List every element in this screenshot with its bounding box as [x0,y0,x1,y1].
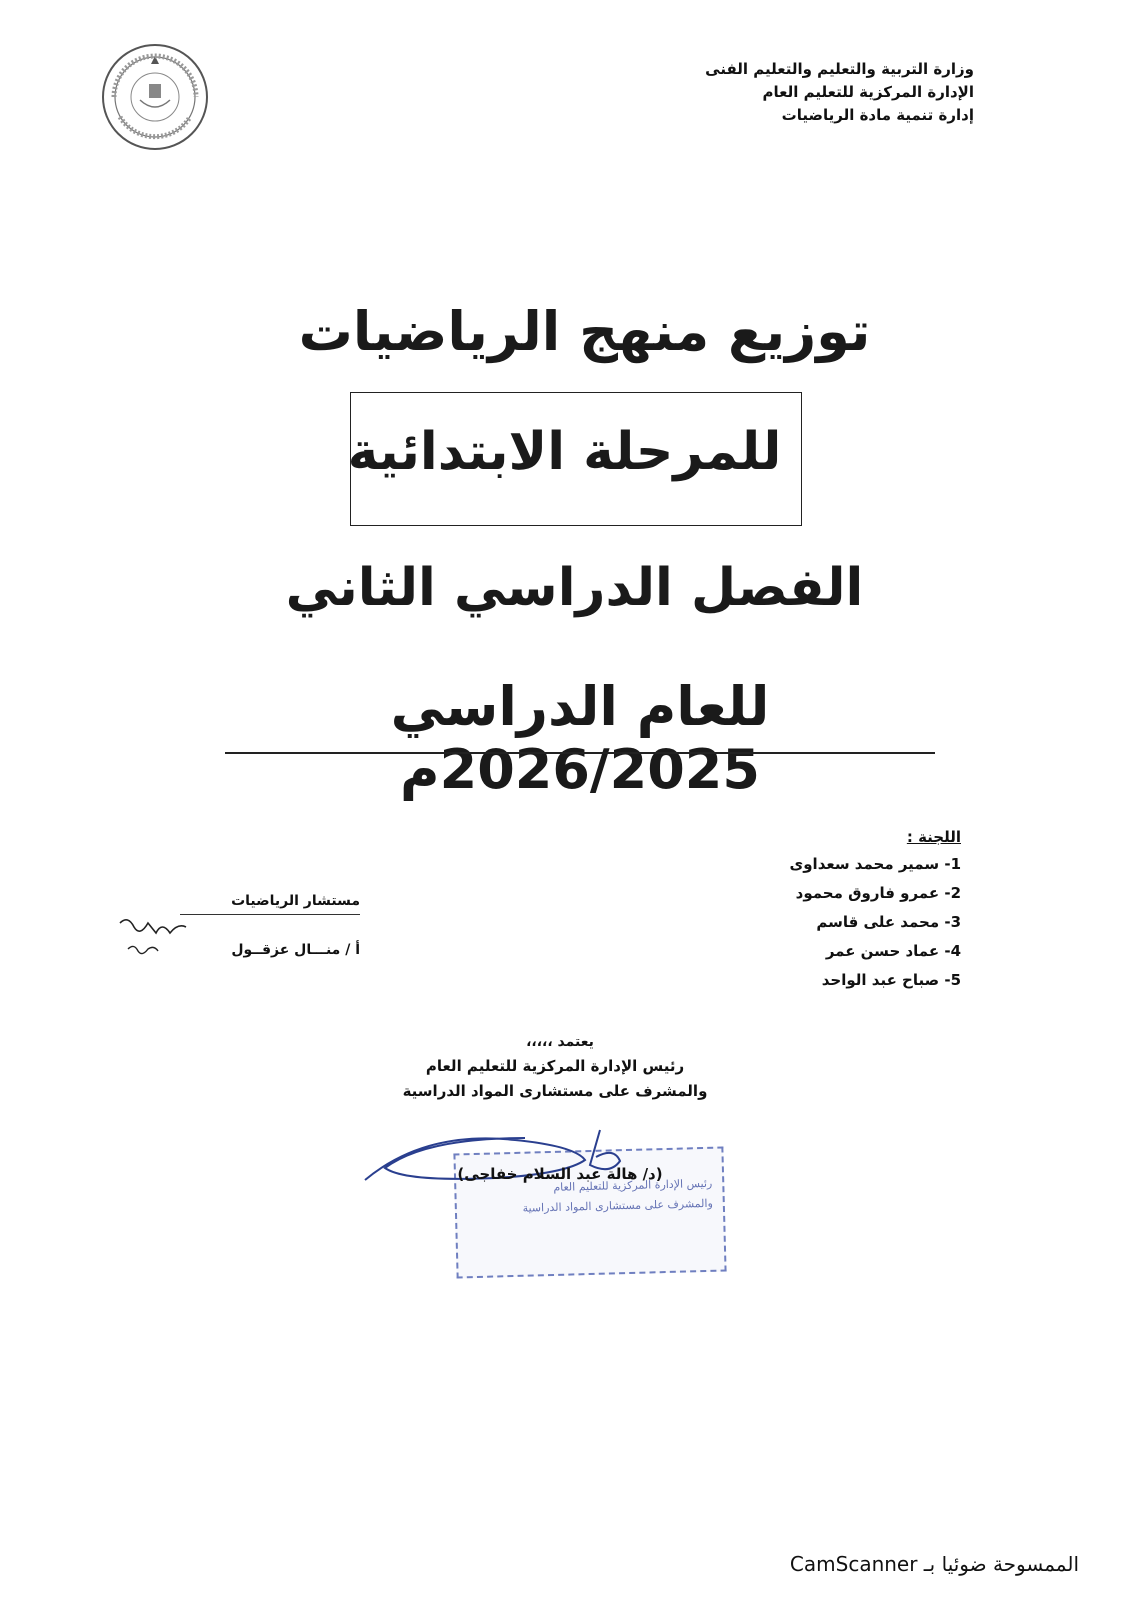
committee-member: 4- عماد حسن عمر [825,942,961,960]
advisor-name: أ / منـــال عزقــول [231,942,360,958]
title-curriculum-distribution: توزيع منهج الرياضيات [298,300,871,363]
approval-approved-label: يعتمد ،،،،، [526,1034,594,1050]
signer-name: (د/ هالة عبد السلام خفاجى) [457,1165,663,1183]
ministry-header [574,58,974,127]
committee-member: 3- محمد على قاسم [816,913,961,931]
signature-scribble-icon [345,1100,675,1210]
committee-heading: اللجنة : [906,828,961,846]
title-academic-year: للعام الدراسي 2026/2025م [390,675,770,801]
approval-block [380,1030,730,1104]
title-underline [225,752,935,754]
header-line-ministry: وزارة التربية والتعليم والتعليم الفنى [705,60,974,78]
committee-list [661,828,961,995]
approval-supervisor-line: والمشرف على مستشارى المواد الدراسية [402,1082,708,1100]
committee-member: 5- صباح عبد الواحد [821,971,961,989]
committee-member: 2- عمرو فاروق محمود [795,884,961,902]
camscanner-watermark: الممسوحة ضوئيا بـ CamScanner [789,1552,1079,1576]
ministry-seal-icon [100,42,210,152]
advisor-handwritten-date-icon [100,905,210,965]
header-line-math-dept: إدارة تنمية مادة الرياضيات [781,106,974,124]
header-line-central-admin: الإدارة المركزية للتعليم العام [762,83,974,101]
title-primary-stage: للمرحلة الابتدائية [347,422,782,482]
approval-title-line: رئيس الإدارة المركزية للتعليم العام [425,1057,685,1075]
stamp-line: رئيس الإدارة المركزية للتعليم العام [553,1176,713,1194]
title-second-term: الفصل الدراسي الثاني [285,558,864,618]
stamp-line: والمشرف على مستشارى المواد الدراسية [522,1196,713,1215]
committee-member: 1- سمير محمد سعداوى [789,855,961,873]
advisor-title: مستشار الرياضيات [231,893,360,909]
